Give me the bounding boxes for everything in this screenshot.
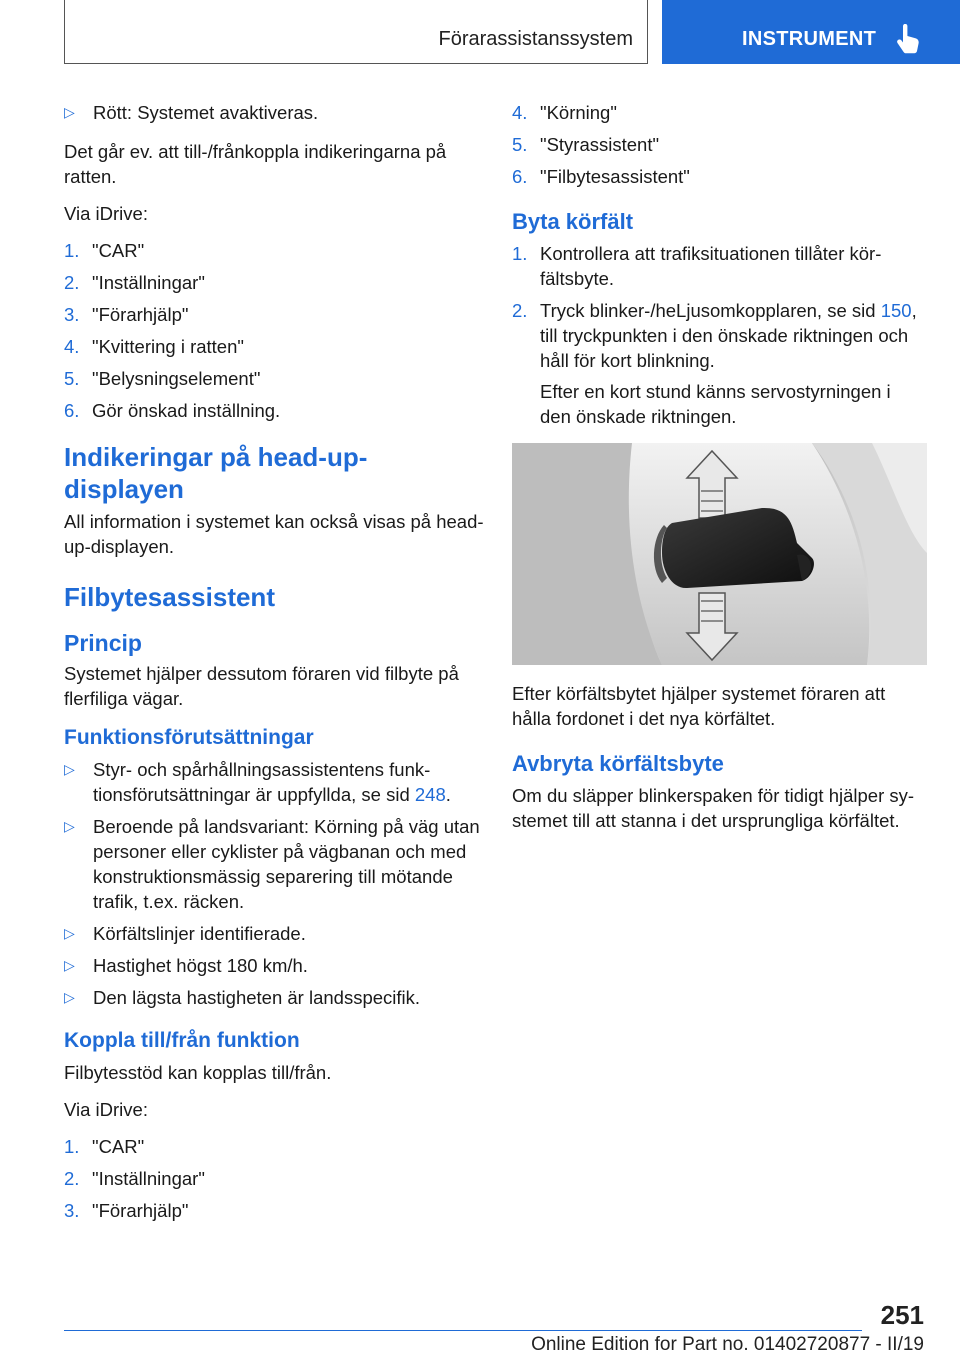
- idrive-steps-2: [64, 1134, 484, 1223]
- list-item: 2. "Inställningar": [64, 272, 205, 293]
- list-item: 2. Tryck blinker-/heLjusomkopplaren, se sid 150, till tryckpunkten i den önskade riktningen och håll för kort blinkning. Efter en kort stund känns servostyrningen i den önskade riktningen.: [512, 298, 924, 429]
- page-link-150[interactable]: 150: [880, 300, 912, 321]
- idrive-steps-2-continued: [512, 100, 924, 189]
- requirements-list: [64, 757, 484, 1010]
- triangle-bullet-icon: ▷: [64, 925, 75, 941]
- hand-pointer-icon: [894, 24, 922, 54]
- list-item: 1. "CAR": [64, 1136, 145, 1157]
- paragraph: Efter en kort stund känns servostyrningen i den önskade riktningen.: [540, 381, 891, 427]
- lane-change-steps: [512, 241, 924, 429]
- header-section-title: Förarassistanssystem: [438, 28, 633, 50]
- list-item: ▷ Styr- och spårhållningsassistentens funktionsförutsättningar är uppfyllda, se sid 248.: [64, 759, 451, 805]
- triangle-bullet-icon: ▷: [64, 104, 75, 120]
- list-item: ▷ Den lägsta hastigheten är landsspecifik.: [64, 987, 421, 1008]
- header-chapter-title: INSTRUMENT: [742, 28, 877, 50]
- footer-divider: [64, 1330, 862, 1331]
- turn-signal-lever-illustration: [512, 443, 927, 665]
- list-item: 1. "CAR": [64, 240, 145, 261]
- paragraph: Om du släpper blinkerspaken för tidigt hjälper systemet till att stanna i det ursprungliga körfältet.: [512, 785, 915, 831]
- right-column: [512, 100, 924, 845]
- heading-filbytesassistent: Filbytesassistent: [64, 582, 275, 612]
- heading-princip: Princip: [64, 630, 142, 656]
- paragraph: Systemet hjälper dessutom föraren vid filbyte på flerfiliga vägar.: [64, 663, 459, 709]
- heading-hud: Indikeringar på head-up-displayen: [64, 442, 368, 504]
- paragraph: Via iDrive:: [64, 203, 148, 224]
- list-item: 3. "Förarhjälp": [64, 304, 189, 325]
- list-item: 6. "Filbytesassistent": [512, 166, 690, 187]
- list-item: 5. "Belysningselement": [64, 368, 261, 389]
- header-section-box: [64, 0, 648, 64]
- paragraph: Det går ev. att till-/frånkoppla indikeringarna på ratten.: [64, 141, 447, 187]
- triangle-bullet-icon: ▷: [64, 957, 75, 973]
- list-item: 4. "Körning": [512, 102, 617, 123]
- triangle-bullet-icon: ▷: [64, 989, 75, 1005]
- paragraph: All information i systemet kan också visas på head-up-displayen.: [64, 511, 484, 557]
- list-item: 5. "Styrassistent": [512, 134, 660, 155]
- paragraph: Via iDrive:: [64, 1099, 148, 1120]
- lever-image: [512, 443, 927, 665]
- heading-funktionsforutsattningar: Funktionsförutsättningar: [64, 726, 314, 749]
- heading-byta-korfalt: Byta körfält: [512, 209, 634, 234]
- page-number: 251: [880, 1300, 924, 1330]
- header-chapter-tab[interactable]: [662, 0, 960, 64]
- list-item: 1. Kontrollera att trafiksituationen tillåter körfältsbyte.: [512, 243, 882, 289]
- paragraph: Filbytesstöd kan kopplas till/från.: [64, 1062, 332, 1083]
- list-item: 2. "Inställningar": [64, 1168, 205, 1189]
- left-column: [64, 100, 484, 1237]
- heading-avbryta: Avbryta körfältsbyte: [512, 751, 724, 776]
- list-item: 6. Gör önskad inställning.: [64, 400, 281, 421]
- triangle-bullet-icon: ▷: [64, 818, 75, 834]
- footer-edition: Online Edition for Part no. 01402720877 - II/19: [531, 1334, 924, 1355]
- status-bullets: [64, 100, 484, 125]
- idrive-steps-1: [64, 238, 484, 423]
- list-item: ▷ Rött: Systemet avaktiveras.: [64, 102, 319, 123]
- page-link-248[interactable]: 248: [414, 784, 446, 805]
- paragraph: Efter körfältsbytet hjälper systemet föraren att hålla fordonet i det nya körfältet.: [512, 683, 886, 729]
- list-item: 3. "Förarhjälp": [64, 1200, 189, 1221]
- list-item: ▷ Körfältslinjer identifierade.: [64, 923, 306, 944]
- heading-koppla: Koppla till/från funktion: [64, 1029, 300, 1052]
- list-item: 4. "Kvittering i ratten": [64, 336, 244, 357]
- list-item: ▷ Beroende på landsvariant: Körning på väg utan personer eller cyklister på vägbanan och med konstruktionsmässig separering till mötande trafik, t.ex. räcken.: [64, 816, 480, 912]
- list-item: ▷ Hastighet högst 180 km/h.: [64, 955, 308, 976]
- triangle-bullet-icon: ▷: [64, 761, 75, 777]
